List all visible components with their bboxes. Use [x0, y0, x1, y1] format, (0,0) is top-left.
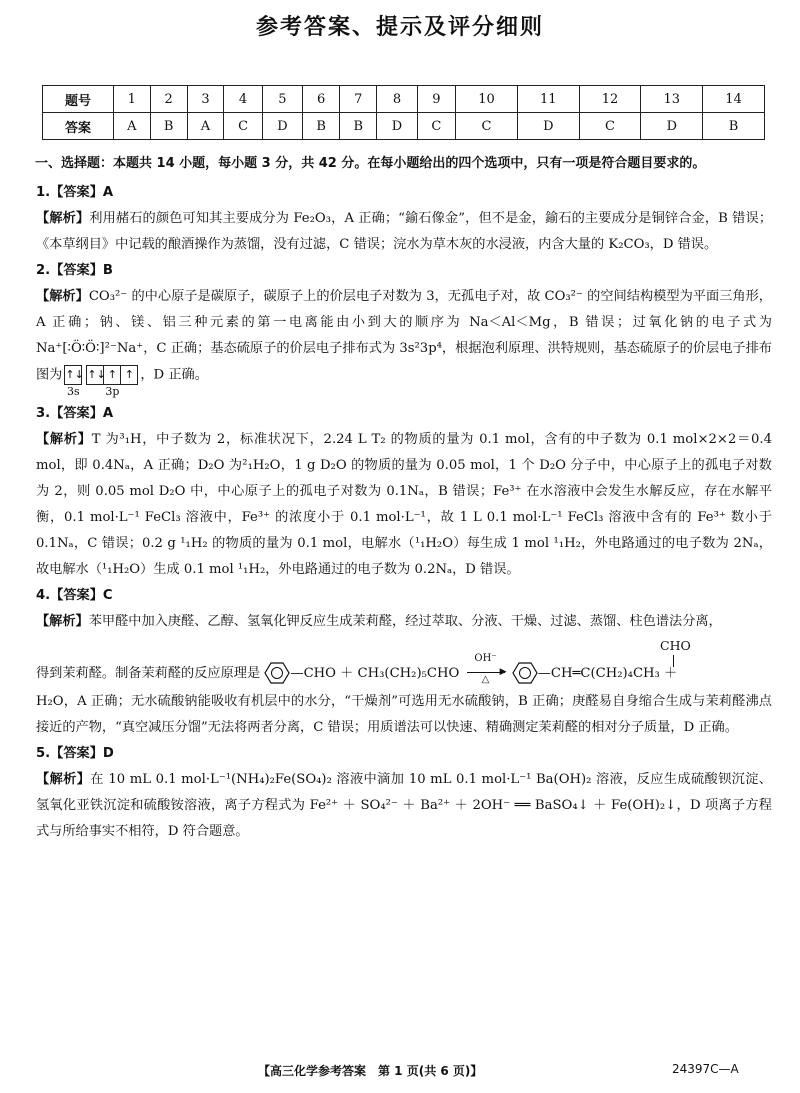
explanation-tag: 【解析】	[36, 613, 89, 629]
answer-table	[42, 85, 765, 140]
answer-table-answer-row	[43, 113, 765, 140]
answer-cell: B	[703, 113, 765, 140]
answer-heading-3: 3.【答案】A	[36, 405, 114, 421]
explanation-5	[36, 767, 772, 845]
question-number: 8	[377, 86, 417, 113]
reaction-substituent: CHO	[660, 637, 691, 653]
reaction-reactants: —CHO ＋ CH₃(CH₂)₅CHO	[290, 665, 460, 681]
explanation-text: H₂O，A 正确；无水硫酸钠能吸收有机层中的水分，“干燥剂”可选用无水硫酸钠，B 正确；庚醛易自身缩合生成与茉莉醛沸点接近的产物，“真空减压分馏”无法将两者分离，C 错误；用质谱法可以快速、精确测定茉莉醛的相对分子质量，D 正确。	[36, 693, 772, 735]
answer-cell: A	[187, 113, 224, 140]
explanation-text: 在 10 mL 0.1 mol·L⁻¹(NH₄)₂Fe(SO₄)₂ 溶液中滴加 10 mL 0.1 mol·L⁻¹ Ba(OH)₂ 溶液，反应生成硫酸钡沉淀、氢氧化亚铁沉淀和硫酸铵溶液，离子方程式为 Fe²⁺ ＋ SO₄²⁻ ＋ Ba²⁺ ＋ 2OH⁻ ══ BaSO₄↓ ＋ Fe(OH)₂↓，D 项离子方程式与所给事实不相符，D 符合题意。	[36, 771, 772, 839]
explanation-tag: 【解析】	[36, 771, 91, 787]
question-number: 10	[456, 86, 518, 113]
question-number: 1	[114, 86, 151, 113]
orbital-box: ↑	[104, 366, 121, 384]
explanation-text: 利用赭石的颜色可知其主要成分为 Fe₂O₃，A 正确；“鍮石像金”，但不是金，鍮石的主要成分是铜锌合金，B 错误；《本草纲目》中记载的酿酒操作为蒸馏，没有过滤，C 错误；浣水为草木灰的水浸液，内含大量的 K₂CO₃，D 错误。	[36, 211, 773, 252]
answer-cell: C	[417, 113, 456, 140]
orbital-label: 3p	[105, 385, 120, 398]
number-row-header: 题号	[43, 86, 114, 113]
answer-cell: B	[340, 113, 377, 140]
question-number: 5	[262, 86, 302, 113]
reaction-line	[36, 653, 678, 687]
explanation-4	[36, 609, 772, 635]
explanation-1	[36, 206, 772, 258]
answer-heading-2: 2.【答案】B	[36, 263, 113, 278]
explanation-4-cont	[36, 689, 772, 741]
question-number: 3	[187, 86, 224, 113]
explanation-tag: 【解析】	[36, 431, 92, 447]
footer-code: 24397C—A	[672, 1062, 739, 1076]
question-number: 2	[150, 86, 187, 113]
answer-cell: D	[517, 113, 579, 140]
section-title: 一、选择题：本题共 14 小题，每小题 3 分，共 42 分。在每小题给出的四个选项中，只有一项是符合题目要求的。	[35, 156, 706, 171]
question-number: 6	[303, 86, 340, 113]
explanation-tag: 【解析】	[36, 289, 89, 304]
answer-cell: C	[579, 113, 641, 140]
page-title: 参考答案、提示及评分细则	[255, 15, 544, 40]
explanation-text: CO₃²⁻ 的中心原子是碳原子，碳原子上的价层电子对数为 3，无孤电子对，故 CO₃²⁻ 的空间结构模型为平面三角形，A 正确；钠、镁、铝三种元素的第一电离能由小到大的顺序为 Na＜Al＜Mg，B 错误；过氧化钠的电子式为 Na⁺[∶Ö∶Ö∶]²⁻Na⁺，C 正确；基态硫原子的价层电子排布式为 3s²3p⁴，根据泡利原理、洪特规则，基态硫原子的价层电子排布图为	[36, 289, 772, 383]
question-number: 13	[641, 86, 703, 113]
answer-cell: B	[303, 113, 340, 140]
answer-cell: C	[224, 113, 263, 140]
reaction-arrow	[467, 653, 507, 685]
solutions-body	[36, 180, 772, 845]
reaction-condition-top: OH⁻	[474, 653, 497, 664]
answer-cell: D	[377, 113, 417, 140]
explanation-3	[36, 427, 772, 583]
answer-cell: B	[150, 113, 187, 140]
explanation-text: T 为³₁H，中子数为 2，标准状况下，2.24 L T₂ 的物质的量为 0.1 mol，含有的中子数为 0.1 mol×2×2＝0.4 mol，即 0.4Nₐ，A 正确；D₂O 为²₁H₂O，1 g D₂O 的物质的量为 0.05 mol，1 个 D₂O 分子中，中心原子上的孤电子对数为 2，则 0.05 mol D₂O 中，中心原子上的孤电子对数为 0.1Nₐ，B 错误；Fe³⁺ 在水溶液中会发生水解反应，存在水解平衡，0.1 mol·L⁻¹ FeCl₃ 溶液中，Fe³⁺ 的浓度小于 0.1 mol·L⁻¹，故 1 L 0.1 mol·L⁻¹ FeCl₃ 溶液中含有的 Fe³⁺ 数小于 0.1Nₐ，C 错误；0.2 g ¹₁H₂ 的物质的量为 0.1 mol，电解水（¹₁H₂O）每生成 1 mol ¹₁H₂，外电路通过的电子数为 2Nₐ，故电解水（¹₁H₂O）生成 0.1 mol ¹₁H₂，外电路通过的电子数为 0.2Nₐ，D 错误。	[36, 431, 773, 577]
orbital-box: ↑↓	[65, 368, 84, 381]
question-number: 14	[703, 86, 765, 113]
explanation-text: 苯甲醛中加入庚醛、乙醇、氢氧化钾反应生成茉莉醛，经过萃取、分液、干燥、过滤、蒸馏、柱色谱法分离，	[88, 613, 722, 629]
reaction-intro-text: 得到茉莉醛。制备茉莉醛的反应原理是	[36, 665, 261, 681]
explanation-text: ，D 正确。	[140, 367, 208, 383]
orbital-diagram-3s	[64, 362, 84, 398]
benzene-ring-icon	[512, 662, 538, 684]
explanation-2	[36, 284, 772, 398]
reaction-equation	[36, 639, 772, 689]
benzene-ring-icon	[264, 662, 290, 684]
answer-cell: C	[456, 113, 518, 140]
question-number: 11	[517, 86, 579, 113]
question-number: 12	[579, 86, 641, 113]
question-number: 9	[417, 86, 456, 113]
answer-cell: D	[262, 113, 302, 140]
orbital-label: 3s	[67, 385, 80, 398]
reaction-products: —CH═C(CH₂)₄CH₃ ＋	[537, 665, 678, 681]
footer-page-info: 【高三化学参考答案 第 1 页(共 6 页)】	[258, 1064, 483, 1078]
explanation-tag: 【解析】	[36, 211, 90, 226]
answer-heading-1: 1.【答案】A	[36, 185, 114, 200]
orbital-box: ↑↓	[87, 366, 104, 384]
answer-row-header: 答案	[43, 113, 114, 140]
orbital-diagram-3p	[86, 362, 138, 398]
answer-cell: D	[641, 113, 703, 140]
arrow-head-icon: ▶	[499, 667, 507, 677]
answer-table-number-row	[43, 86, 765, 113]
orbital-box: ↑	[124, 368, 134, 381]
question-number: 7	[340, 86, 377, 113]
answer-cell: A	[114, 113, 151, 140]
answer-heading-5: 5.【答案】D	[36, 745, 114, 761]
question-number: 4	[224, 86, 263, 113]
answer-heading-4: 4.【答案】C	[36, 587, 113, 603]
reaction-condition-bottom: △	[481, 674, 490, 685]
